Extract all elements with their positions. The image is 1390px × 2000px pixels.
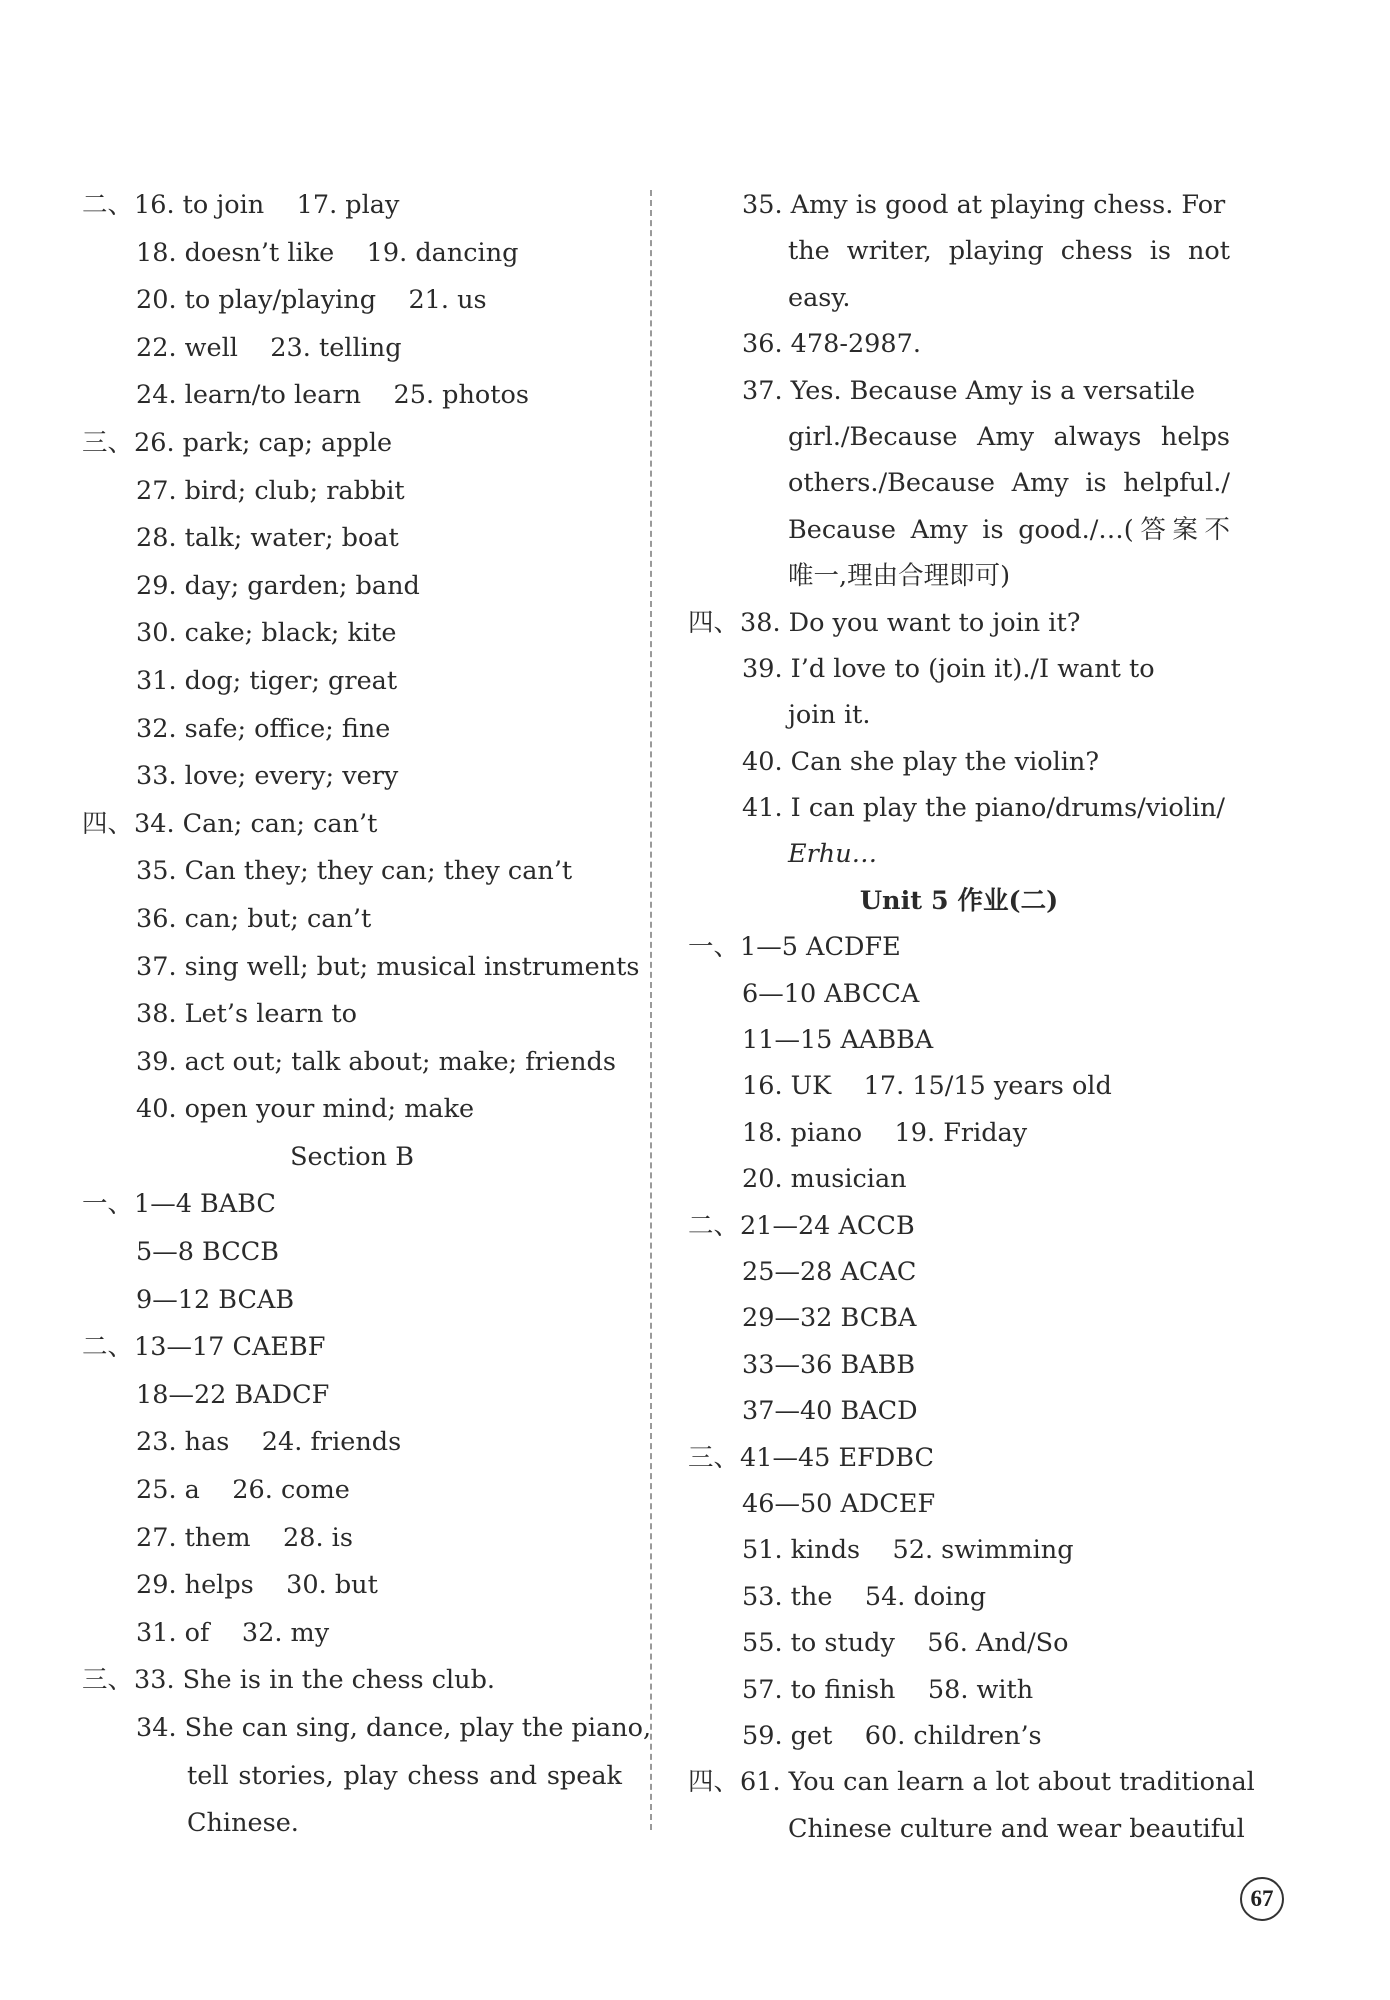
answer-line bbox=[82, 230, 622, 278]
answer-line bbox=[82, 563, 622, 611]
answer-text: 31. dog; tiger; great bbox=[136, 665, 398, 696]
answer-text: 37. sing well; but; musical instruments bbox=[136, 951, 640, 982]
answer-line bbox=[82, 801, 622, 849]
answer-line bbox=[688, 1435, 1230, 1481]
answer-line bbox=[688, 1481, 1230, 1527]
answer-text: 57. to finish 58. with bbox=[742, 1674, 1034, 1705]
answer-text: 61. You can learn a lot about traditional bbox=[740, 1767, 1255, 1798]
answer-text: 33—36 BABB bbox=[742, 1349, 916, 1380]
answer-text: 39. act out; talk about; make; friends bbox=[136, 1046, 616, 1077]
answer-line bbox=[688, 1203, 1230, 1249]
answer-text: 23. has 24. friends bbox=[136, 1427, 402, 1458]
answer-line bbox=[688, 1667, 1230, 1713]
answer-line bbox=[688, 1759, 1255, 1805]
answer-text: 1—5 ACDFE bbox=[740, 932, 901, 963]
answer-text: 33. love; every; very bbox=[136, 761, 399, 792]
section-marker: 二、 bbox=[688, 1210, 740, 1241]
answer-line bbox=[82, 1657, 622, 1705]
answer-line bbox=[82, 1372, 622, 1420]
section-marker: 二、 bbox=[82, 1332, 134, 1363]
answer-text: 34. Can; can; can’t bbox=[134, 808, 378, 839]
answer-text: 22. well 23. telling bbox=[136, 332, 402, 363]
answer-text: 16. to join 17. play bbox=[134, 190, 400, 220]
answer-text: 9—12 BCAB bbox=[136, 1284, 295, 1315]
answer-text: 39. I’d love to (join it)./I want to bbox=[742, 653, 1155, 684]
answer-text: 11—15 AABBA bbox=[742, 1025, 934, 1056]
answer-line bbox=[688, 1156, 1230, 1202]
answer-text: 35. Can they; they can; they can’t bbox=[136, 856, 573, 887]
left-answer-column bbox=[82, 182, 652, 1848]
answer-text: 40. open your mind; make bbox=[136, 1094, 475, 1125]
answer-text: 5—8 BCCB bbox=[136, 1237, 280, 1268]
answer-line bbox=[82, 1467, 622, 1515]
answer-line bbox=[688, 1017, 1230, 1063]
answer-text: 6—10 ABCCA bbox=[742, 978, 920, 1009]
column-divider bbox=[650, 190, 652, 1830]
answer-line bbox=[82, 944, 640, 992]
answer-line bbox=[688, 600, 1230, 646]
answer-line bbox=[82, 372, 622, 420]
answer-line bbox=[82, 1277, 622, 1325]
answer-continuation: join it. bbox=[788, 700, 871, 731]
answer-text: 35. Amy is good at playing chess. For bbox=[742, 190, 1226, 220]
answer-line bbox=[688, 924, 1230, 970]
answer-continuation: 唯一,理由合理即可) bbox=[788, 561, 1011, 592]
answer-line bbox=[82, 991, 622, 1039]
answer-text: 20. to play/playing 21. us bbox=[136, 285, 487, 316]
answer-line bbox=[688, 1527, 1230, 1573]
answer-text: 34. She can sing, dance, play the piano, bbox=[136, 1713, 652, 1743]
section-marker: 四、 bbox=[688, 1767, 740, 1798]
answer-text: 53. the 54. doing bbox=[742, 1581, 987, 1612]
answer-line bbox=[82, 896, 622, 944]
answer-line bbox=[688, 1063, 1230, 1109]
page-number-badge: 67 bbox=[1240, 1877, 1284, 1921]
answer-line bbox=[688, 1110, 1230, 1156]
answer-continuation: others./Because Amy is helpful./ bbox=[788, 468, 1230, 499]
answer-continuation: girl./Because Amy always helps bbox=[788, 421, 1230, 452]
answer-line bbox=[82, 706, 622, 754]
answer-continuation bbox=[688, 831, 1230, 877]
answer-text: 55. to study 56. And/So bbox=[742, 1628, 1069, 1659]
answer-text: 33. She is in the chess club. bbox=[134, 1665, 496, 1696]
answer-text: 27. bird; club; rabbit bbox=[136, 475, 405, 506]
answer-line bbox=[82, 753, 622, 801]
answer-text: 41—45 EFDBC bbox=[740, 1442, 934, 1473]
answer-text: 41. I can play the piano/drums/violin/ bbox=[742, 793, 1225, 824]
answer-line bbox=[688, 739, 1230, 785]
answer-text: 18. piano 19. Friday bbox=[742, 1117, 1028, 1148]
answer-text: 29. day; garden; band bbox=[136, 570, 420, 601]
section-marker: 一、 bbox=[82, 1189, 134, 1220]
section-marker: 二、 bbox=[82, 190, 134, 220]
answer-line bbox=[82, 1086, 622, 1134]
answer-text: 59. get 60. children’s bbox=[742, 1720, 1042, 1751]
answer-text: 13—17 CAEBF bbox=[134, 1332, 326, 1363]
answer-text: 51. kinds 52. swimming bbox=[742, 1535, 1074, 1566]
answer-continuation: Chinese. bbox=[187, 1808, 299, 1839]
answer-text: 30. cake; black; kite bbox=[136, 618, 397, 649]
answer-text: 29—32 BCBA bbox=[742, 1303, 917, 1334]
answer-line bbox=[82, 468, 622, 516]
answer-text: 38. Do you want to join it? bbox=[740, 607, 1081, 638]
answer-text: 20. musician bbox=[742, 1164, 907, 1195]
answer-line bbox=[82, 515, 622, 563]
section-marker: 三、 bbox=[82, 427, 134, 458]
answer-line bbox=[82, 182, 622, 230]
answer-text: 26. park; cap; apple bbox=[134, 427, 393, 458]
answer-text: 29. helps 30. but bbox=[136, 1570, 378, 1601]
answer-line bbox=[82, 277, 622, 325]
section-heading: Unit 5 作业(二) bbox=[859, 885, 1059, 916]
answer-text: 37—40 BACD bbox=[742, 1396, 918, 1427]
answer-line bbox=[82, 1515, 622, 1563]
answer-continuation: Because Amy is good./…(答案不 bbox=[788, 514, 1230, 545]
answer-text: 27. them 28. is bbox=[136, 1522, 353, 1553]
answer-line bbox=[688, 1713, 1230, 1759]
answer-line bbox=[82, 610, 622, 658]
answer-line bbox=[688, 321, 1230, 367]
answer-line bbox=[688, 182, 1230, 228]
answer-text: 37. Yes. Because Amy is a versatile bbox=[742, 375, 1196, 406]
section-marker: 四、 bbox=[688, 607, 740, 638]
answer-line bbox=[82, 848, 622, 896]
answer-line bbox=[82, 1562, 622, 1610]
answer-line bbox=[688, 971, 1230, 1017]
answer-line bbox=[82, 658, 622, 706]
answer-line bbox=[688, 1249, 1230, 1295]
answer-line bbox=[688, 368, 1230, 414]
answer-continuation: Chinese culture and wear beautiful bbox=[788, 1813, 1245, 1844]
section-heading: Section B bbox=[290, 1141, 414, 1172]
answer-text: 16. UK 17. 15/15 years old bbox=[742, 1071, 1112, 1102]
section-marker: 一、 bbox=[688, 932, 740, 963]
answer-text: 32. safe; office; fine bbox=[136, 713, 391, 744]
right-answer-column bbox=[688, 182, 1255, 1852]
answer-continuation: easy. bbox=[788, 282, 851, 313]
answer-text: 21—24 ACCB bbox=[740, 1210, 915, 1241]
answer-line bbox=[688, 1620, 1230, 1666]
answer-continuation: the writer, playing chess is not bbox=[788, 236, 1230, 267]
answer-text: 1—4 BABC bbox=[134, 1189, 276, 1220]
answer-line bbox=[688, 1574, 1230, 1620]
answer-line bbox=[688, 1388, 1230, 1434]
answer-line bbox=[82, 325, 622, 373]
answer-text: 46—50 ADCEF bbox=[742, 1488, 936, 1519]
answer-line bbox=[82, 1181, 622, 1229]
answer-line bbox=[82, 1610, 622, 1658]
answer-line bbox=[688, 1295, 1230, 1341]
answer-line bbox=[82, 1705, 652, 1753]
answer-line bbox=[82, 1039, 622, 1087]
answer-continuation: tell stories, play chess and speak bbox=[187, 1760, 622, 1791]
answer-text: 25—28 ACAC bbox=[742, 1256, 917, 1287]
answer-line bbox=[82, 420, 622, 468]
section-marker: 四、 bbox=[82, 808, 134, 839]
answer-text: 18—22 BADCF bbox=[136, 1379, 330, 1410]
section-marker: 三、 bbox=[688, 1442, 740, 1473]
answer-line bbox=[688, 1342, 1230, 1388]
answer-text: 31. of 32. my bbox=[136, 1617, 330, 1648]
italic-text: Erhu… bbox=[788, 839, 878, 870]
answer-text: 28. talk; water; boat bbox=[136, 523, 399, 554]
answer-line bbox=[82, 1229, 622, 1277]
answer-line bbox=[82, 1324, 622, 1372]
answer-text: 40. Can she play the violin? bbox=[742, 746, 1099, 777]
answer-line bbox=[688, 646, 1230, 692]
answer-text: 36. 478-2987. bbox=[742, 329, 921, 360]
answer-text: 38. Let’s learn to bbox=[136, 999, 357, 1030]
section-marker: 三、 bbox=[82, 1665, 134, 1696]
answer-line bbox=[82, 1419, 622, 1467]
answer-line bbox=[688, 785, 1230, 831]
answer-text: 25. a 26. come bbox=[136, 1475, 350, 1506]
answer-text: 24. learn/to learn 25. photos bbox=[136, 380, 529, 411]
answer-text: 36. can; but; can’t bbox=[136, 903, 372, 934]
answer-text: 18. doesn’t like 19. dancing bbox=[136, 237, 519, 268]
